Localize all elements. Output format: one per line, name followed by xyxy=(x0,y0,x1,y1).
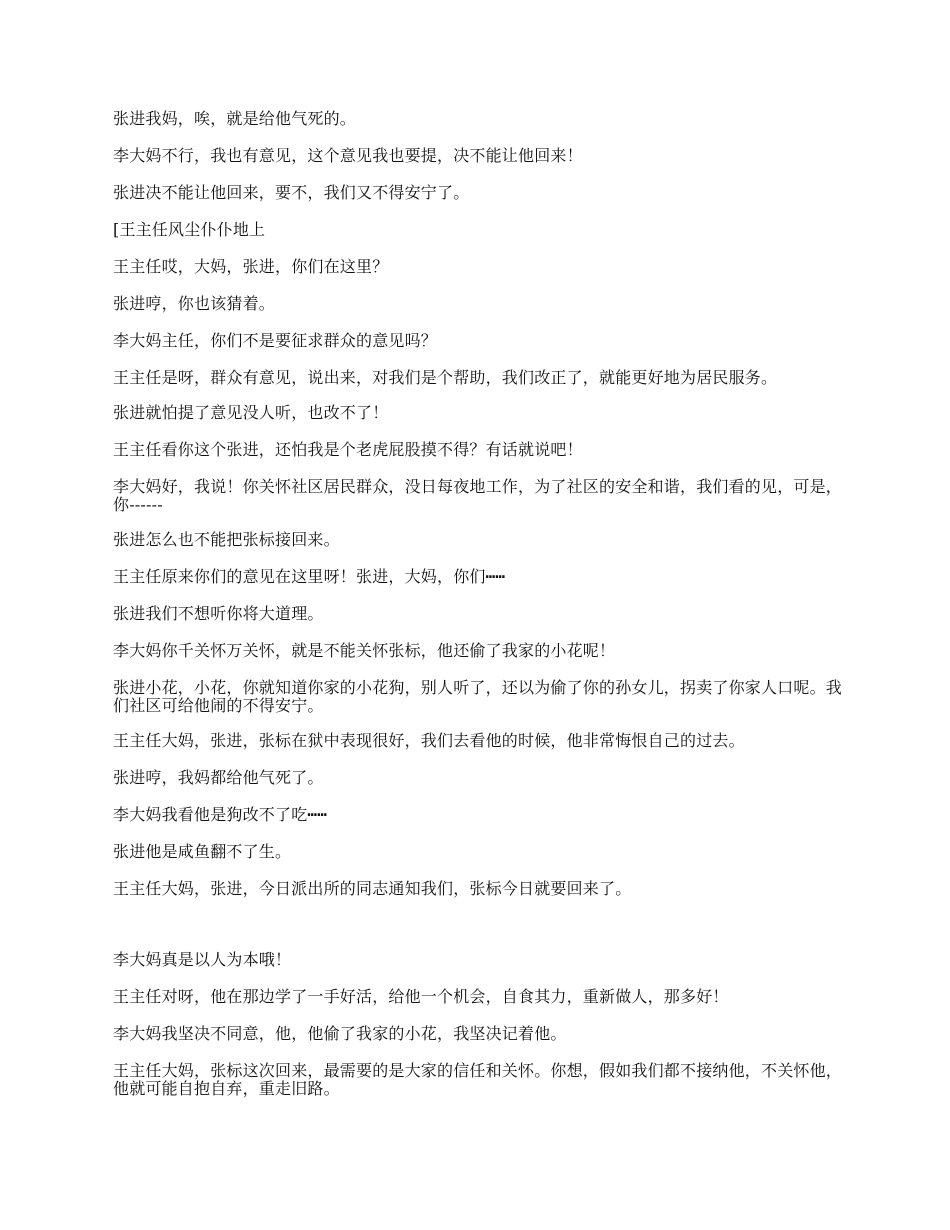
script-text xyxy=(113,110,843,1115)
dialogue-line: 王主任大妈，张进，今日派出所的同志通知我们，张标今日就要回来了。 xyxy=(113,879,632,898)
dialogue-line: 李大妈好，我说！你关怀社区居民群众，没日每夜地工作，为了社区的安全和谐，我们看的见，可是，你------ xyxy=(113,477,843,514)
dialogue-line: 张进就怕提了意见没人听，也改不了！ xyxy=(113,403,389,422)
dialogue-line: 王主任大妈，张进，张标在狱中表现很好，我们去看他的时候，他非常悔恨自己的过去。 xyxy=(113,731,745,750)
dialogue-line: 李大妈你千关怀万关怀，就是不能关怀张标，他还偷了我家的小花呢！ xyxy=(113,641,616,660)
dialogue-line: 王主任对呀，他在那边学了一手好活，给他一个机会，自食其力，重新做人，那多好！ xyxy=(113,987,729,1006)
dialogue-line: 李大妈我看他是狗改不了吃┅┅ xyxy=(113,805,328,824)
dialogue-line: 张进哼，我妈都给他气死了。 xyxy=(113,768,324,787)
dialogue-line: 张进哼，你也该猜着。 xyxy=(113,294,276,313)
dialogue-line: 张进决不能让他回来，要不，我们又不得安宁了。 xyxy=(113,183,470,202)
dialogue-line: 张进我们不想听你将大道理。 xyxy=(113,604,324,623)
dialogue-line: 李大妈不行，我也有意见，这个意见我也要提，决不能让他回来！ xyxy=(113,146,583,165)
stage-direction: [王主任风尘仆仆地上 xyxy=(113,220,266,239)
dialogue-line: 王主任大妈，张标这次回来，最需要的是大家的信任和关怀。你想，假如我们都不接纳他，不关怀他，他就可能自抱自弃，重走旧路。 xyxy=(113,1061,843,1098)
dialogue-line: 王主任哎，大妈，张进，你们在这里？ xyxy=(113,257,389,276)
paragraph-gap xyxy=(113,917,843,951)
dialogue-line: 王主任看你这个张进，还怕我是个老虎屁股摸不得？有话就说吧！ xyxy=(113,440,583,459)
dialogue-line: 王主任原来你们的意见在这里呀！张进，大妈，你们┅┅ xyxy=(113,567,506,586)
dialogue-line: 张进小花，小花，你就知道你家的小花狗，别人听了，还以为偷了你的孙女儿，拐卖了你家人口呢。我们社区可给他闹的不得安宁。 xyxy=(113,678,843,715)
dialogue-line: 李大妈真是以人为本哦！ xyxy=(113,950,292,969)
dialogue-line: 张进我妈，唉，就是给他气死的。 xyxy=(113,109,357,128)
dialogue-line: 张进他是咸鱼翻不了生。 xyxy=(113,842,292,861)
dialogue-line: 王主任是呀，群众有意见，说出来，对我们是个帮助，我们改正了，就能更好地为居民服务。 xyxy=(113,368,778,387)
dialogue-line: 李大妈我坚决不同意，他，他偷了我家的小花，我坚决记着他。 xyxy=(113,1024,567,1043)
dialogue-line: 张进怎么也不能把张标接回来。 xyxy=(113,530,340,549)
dialogue-line: 李大妈主任，你们不是要征求群众的意见吗？ xyxy=(113,331,438,350)
